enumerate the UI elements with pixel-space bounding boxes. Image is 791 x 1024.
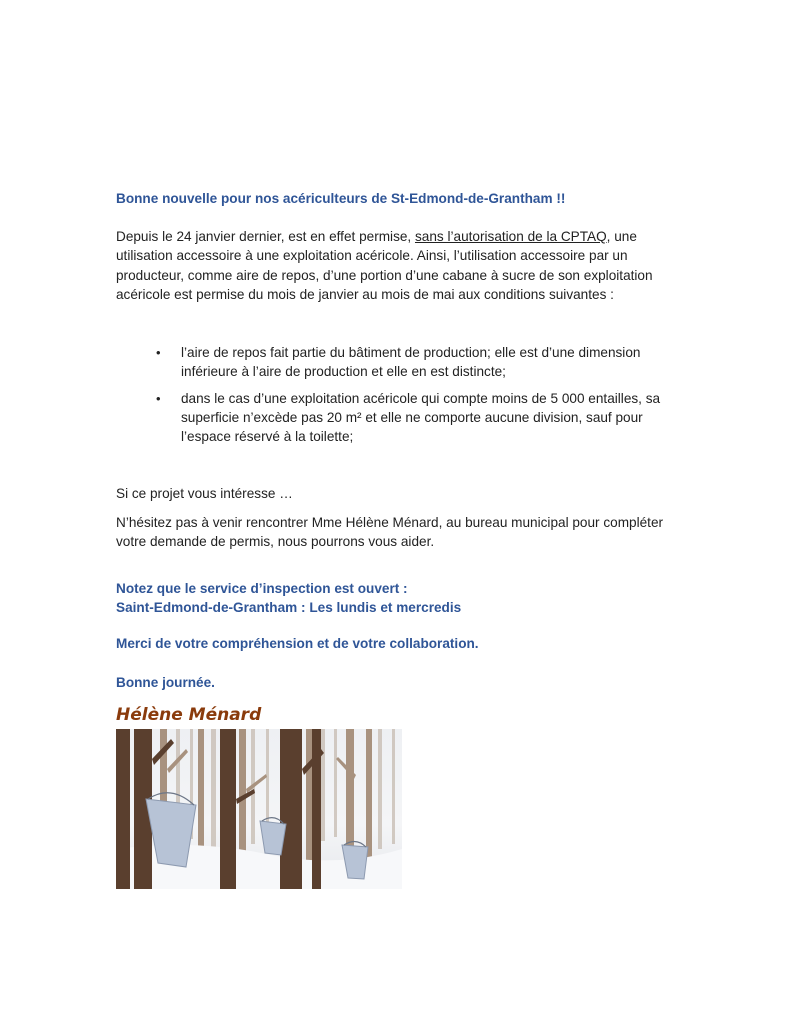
- bullet-icon: •: [156, 345, 161, 360]
- thanks-line: Merci de votre compréhension et de votre collaboration.: [116, 636, 479, 651]
- intro-paragraph: [116, 227, 676, 304]
- bullet-icon: •: [156, 390, 161, 406]
- inspection-schedule: Saint-Edmond-de-Grantham : Les lundis et mercredis: [116, 600, 462, 615]
- sugar-bush-image: [116, 729, 402, 889]
- signature-name: Hélène Ménard: [116, 705, 262, 725]
- cptaq-underlined-text: sans l’autorisation de la CPTAQ: [414, 229, 607, 244]
- list-item-text: l’aire de repos fait partie du bâtiment de production; elle est d’une dimension inférieure à l’aire de production et elle en est distincte;: [181, 345, 641, 380]
- invite-paragraph: N’hésitez pas à venir rencontrer Mme Hélène Ménard, au bureau municipal pour compléter votre demande de permis, nous pourrons vous aider.: [116, 515, 664, 550]
- intro-text-after: , une utilisation accessoire à une exploitation acéricole. Ainsi, l’utilisation accessoire par un producteur, comme aire de repos, d’une portion d’une cabane à sucre de son exploitation acéricole est permise du mois de janvier au mois de mai aux conditions suivantes :: [116, 229, 653, 302]
- closing-line: Bonne journée.: [116, 675, 215, 690]
- list-item-text: dans le cas d’une exploitation acéricole qui compte moins de 5 000 entailles, sa superficie n’excède pas 20 m² et elle ne comporte aucune division, sauf pour l’espace réservé à la toilette;: [181, 390, 661, 445]
- list-item: [150, 343, 690, 382]
- inspection-notice: Notez que le service d’inspection est ouvert :: [116, 581, 408, 596]
- list-item: [150, 389, 690, 447]
- intro-text-before: Depuis le 24 janvier dernier, est en effet permise,: [116, 229, 415, 244]
- question-line: Si ce projet vous intéresse …: [116, 486, 293, 501]
- conditions-list: [150, 343, 690, 453]
- letter-heading: Bonne nouvelle pour nos acériculteurs de St-Edmond-de-Grantham !!: [116, 191, 566, 206]
